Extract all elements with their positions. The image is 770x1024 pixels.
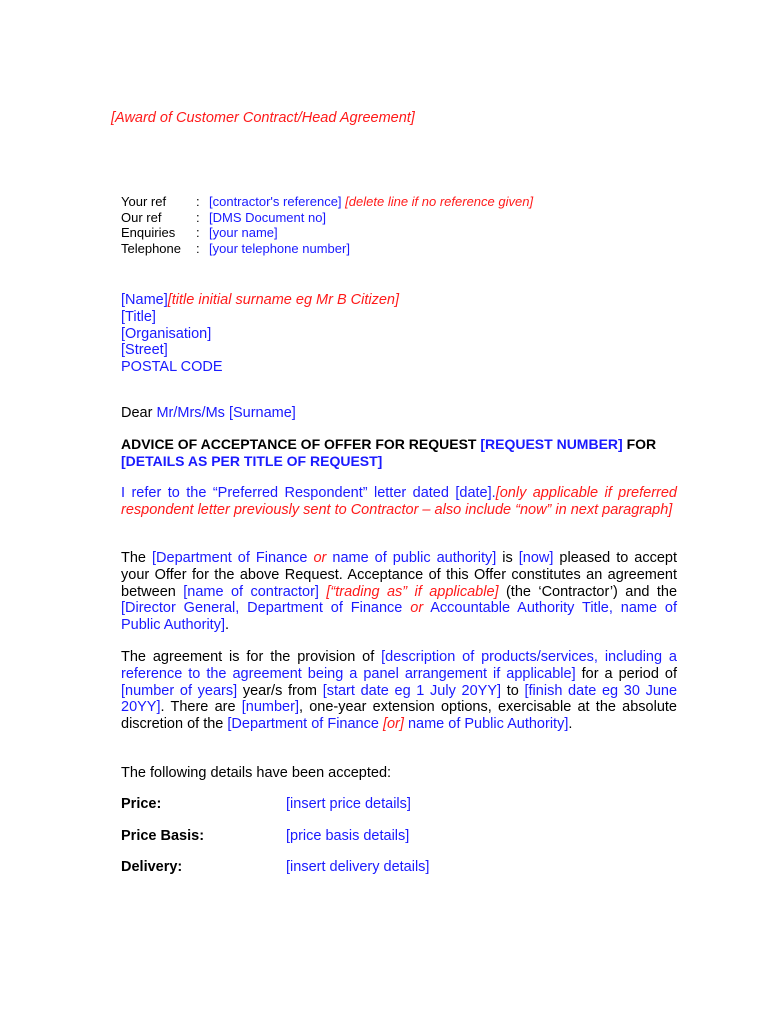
your-ref-note: [delete line if no reference given] [345,194,534,209]
paragraph-acceptance [121,550,677,634]
subject-details: [DETAILS AS PER TITLE OF REQUEST] [121,453,383,469]
your-ref-label: Your ref [121,194,167,209]
delivery-label: Delivery: [121,859,183,875]
price-basis-label: Price Basis: [121,828,205,844]
reference-block [121,194,533,256]
price-basis-value: [price basis details] [286,828,410,844]
your-ref-value: [contractor's reference] [209,194,342,209]
subject-part1: ADVICE OF ACCEPTANCE OF OFFER FOR REQUEST [121,436,477,452]
colon: : [196,225,200,240]
para2-placeholder: name of public authority] [332,550,497,566]
address-name-note: [title initial surname eg Mr B Citizen] [167,292,400,308]
recipient-address [121,292,399,376]
document-type-note: [Award of Customer Contract/Head Agreement] [111,110,415,126]
para3-placeholder: name of Public Authority] [407,716,569,733]
para3-text: The agreement is for the provision of [121,649,375,665]
para3-placeholder: [number] [241,699,299,716]
para2-placeholder: [Director General, Department of Finance [121,600,403,617]
para2-placeholder: Accountable Authority Title, name of Public Authority] [121,600,678,634]
para2-text: is [502,550,513,566]
para3-instruction: [or] [382,716,404,733]
para3-text: year/s from [242,682,317,699]
para3-placeholder: [number of years] [121,682,238,699]
para3-placeholder: [finish date eg 30 June 20YY] [121,682,678,716]
para1-note: [only applicable if preferred respondent letter previously sent to Contractor – also include “now” in next paragraph] [121,485,677,518]
para2-text: . [224,617,230,634]
salutation [121,405,296,421]
para2-instruction: [“trading as” if applicable] [326,583,499,600]
detail-row-price [121,796,411,812]
subject-part3: FOR [626,436,657,452]
address-title: [Title] [121,308,156,325]
our-ref-row [121,210,533,226]
letter-subject [121,436,677,470]
enquiries-value: [your name] [209,225,278,240]
telephone-label: Telephone [121,240,181,256]
para1-text: I refer to the “Preferred Respondent” letter dated [date]. [121,485,496,501]
detail-row-delivery [121,859,429,875]
para2-placeholder: [now] [518,550,554,566]
para3-placeholder: [description of products/services, including a reference to the agreement being a panel arrangement if applicable] [121,649,677,682]
salutation-name: Mr/Mrs/Ms [Surname] [156,405,296,421]
price-label: Price: [121,796,162,812]
subject-request-number: [REQUEST NUMBER] [480,436,623,452]
colon: : [196,209,200,225]
para3-text: . There are [160,699,236,716]
telephone-row [121,241,533,257]
price-value: [insert price details] [286,796,411,812]
para3-text: for a period of [581,665,677,682]
paragraph-preferred-respondent [121,485,677,519]
para3-text: to [506,682,519,699]
paragraph-agreement-terms [121,649,677,733]
para3-text: , one-year extension options, exercisable at the absolute discretion of the [121,699,677,733]
detail-row-price-basis [121,828,409,844]
para3-text: . [568,716,573,733]
address-name-line [121,292,399,309]
para3-placeholder: [start date eg 1 July 20YY] [322,682,502,699]
para2-instruction: or [410,600,424,617]
address-postal-code: POSTAL CODE [121,359,223,376]
para2-placeholder: [name of contractor] [183,583,319,600]
para2-instruction: or [313,550,327,566]
para2-text: (the ‘Contractor’) and the [505,583,678,600]
para2-placeholder: [Department of Finance [152,550,308,566]
enquiries-row [121,225,533,241]
delivery-value: [insert delivery details] [286,859,430,875]
para2-text: The [121,550,146,566]
paragraph-details-intro: The following details have been accepted: [121,765,392,781]
your-ref-row [121,194,533,210]
telephone-value: [your telephone number] [209,240,350,256]
address-name: [Name] [121,292,168,308]
colon: : [196,194,200,209]
para2-text: pleased to accept your Offer for the above Request. Acceptance of this Offer constitutes an agreement between [121,550,678,600]
our-ref-label: Our ref [121,209,162,225]
salutation-dear: Dear [121,405,153,421]
address-street: [Street] [121,342,168,359]
address-organisation: [Organisation] [121,325,212,342]
para3-placeholder: [Department of Finance [227,716,379,733]
enquiries-label: Enquiries [121,225,176,240]
our-ref-value: [DMS Document no] [209,209,327,225]
colon: : [196,240,200,256]
